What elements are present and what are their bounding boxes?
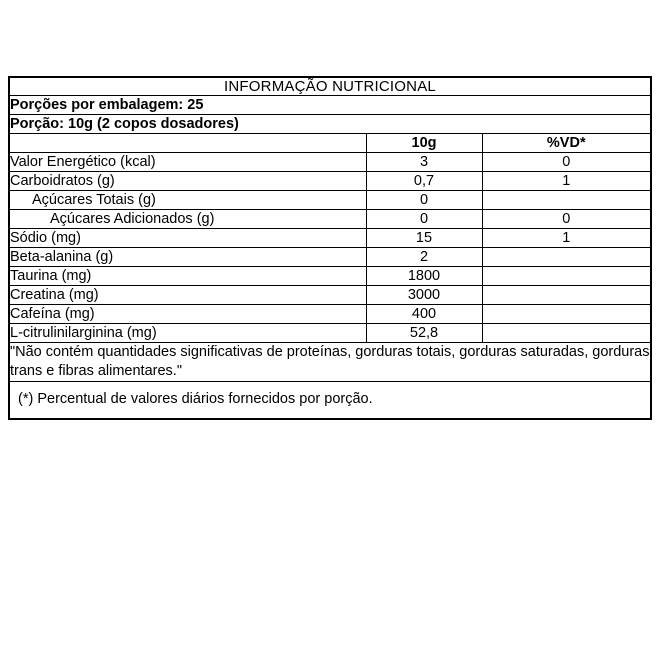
table-row: [10, 267, 650, 286]
nutrient-amount: 0: [366, 210, 482, 229]
nutrient-name: Açúcares Adicionados (g): [10, 210, 366, 229]
nutrient-amount: 400: [366, 305, 482, 324]
nutrient-name: Cafeína (mg): [10, 305, 366, 324]
nutrient-amount: 1800: [366, 267, 482, 286]
footnote-no-significant-amounts: "Não contém quantidades significativas de proteínas, gorduras totais, gorduras saturadas, gorduras trans e fibras alimentares.": [10, 343, 650, 382]
nutrient-name: Creatina (mg): [10, 286, 366, 305]
nutrient-name: Taurina (mg): [10, 267, 366, 286]
table-row: [10, 153, 650, 172]
nutrient-daily-value: [482, 286, 650, 305]
nutrient-daily-value: [482, 248, 650, 267]
serving-size: Porção: 10g (2 copos dosadores): [10, 115, 650, 134]
column-header-nutrient: [10, 134, 366, 153]
nutrient-name: Sódio (mg): [10, 229, 366, 248]
servings-per-package: Porções por embalagem: 25: [10, 96, 650, 115]
column-header-amount: 10g: [366, 134, 482, 153]
nutrient-amount: 3: [366, 153, 482, 172]
nutrient-name: Valor Energético (kcal): [10, 153, 366, 172]
table-row-serving-size: [10, 115, 650, 134]
nutrient-daily-value: 1: [482, 229, 650, 248]
table-row-footnote-1: [10, 343, 650, 382]
nutrient-daily-value: [482, 191, 650, 210]
nutrient-amount: 52,8: [366, 324, 482, 343]
nutrient-amount: 0: [366, 191, 482, 210]
table-row: [10, 229, 650, 248]
nutrient-amount: 15: [366, 229, 482, 248]
nutrition-title: INFORMAÇÃO NUTRICIONAL: [10, 78, 650, 96]
table-row: [10, 324, 650, 343]
nutrient-daily-value: [482, 267, 650, 286]
footnote-daily-value: (*) Percentual de valores diários fornecidos por porção.: [10, 382, 650, 419]
nutrient-daily-value: [482, 324, 650, 343]
nutrient-daily-value: 0: [482, 210, 650, 229]
table-row: [10, 191, 650, 210]
nutrient-amount: 3000: [366, 286, 482, 305]
nutrient-daily-value: 1: [482, 172, 650, 191]
nutrition-table: [10, 78, 650, 418]
column-header-daily-value: %VD*: [482, 134, 650, 153]
table-row: [10, 305, 650, 324]
table-row: [10, 248, 650, 267]
nutrient-name: Carboidratos (g): [10, 172, 366, 191]
table-row: [10, 210, 650, 229]
table-row-title: [10, 78, 650, 96]
nutrient-name: L-citrulinilarginina (mg): [10, 324, 366, 343]
table-row-header: [10, 134, 650, 153]
table-row: [10, 286, 650, 305]
nutrient-amount: 2: [366, 248, 482, 267]
nutrient-daily-value: 0: [482, 153, 650, 172]
nutrient-name: Beta-alanina (g): [10, 248, 366, 267]
nutrient-daily-value: [482, 305, 650, 324]
nutrition-facts-panel: [8, 76, 652, 420]
table-row: [10, 172, 650, 191]
table-row-servings: [10, 96, 650, 115]
table-row-footnote-2: [10, 382, 650, 419]
nutrient-name: Açúcares Totais (g): [10, 191, 366, 210]
nutrient-amount: 0,7: [366, 172, 482, 191]
